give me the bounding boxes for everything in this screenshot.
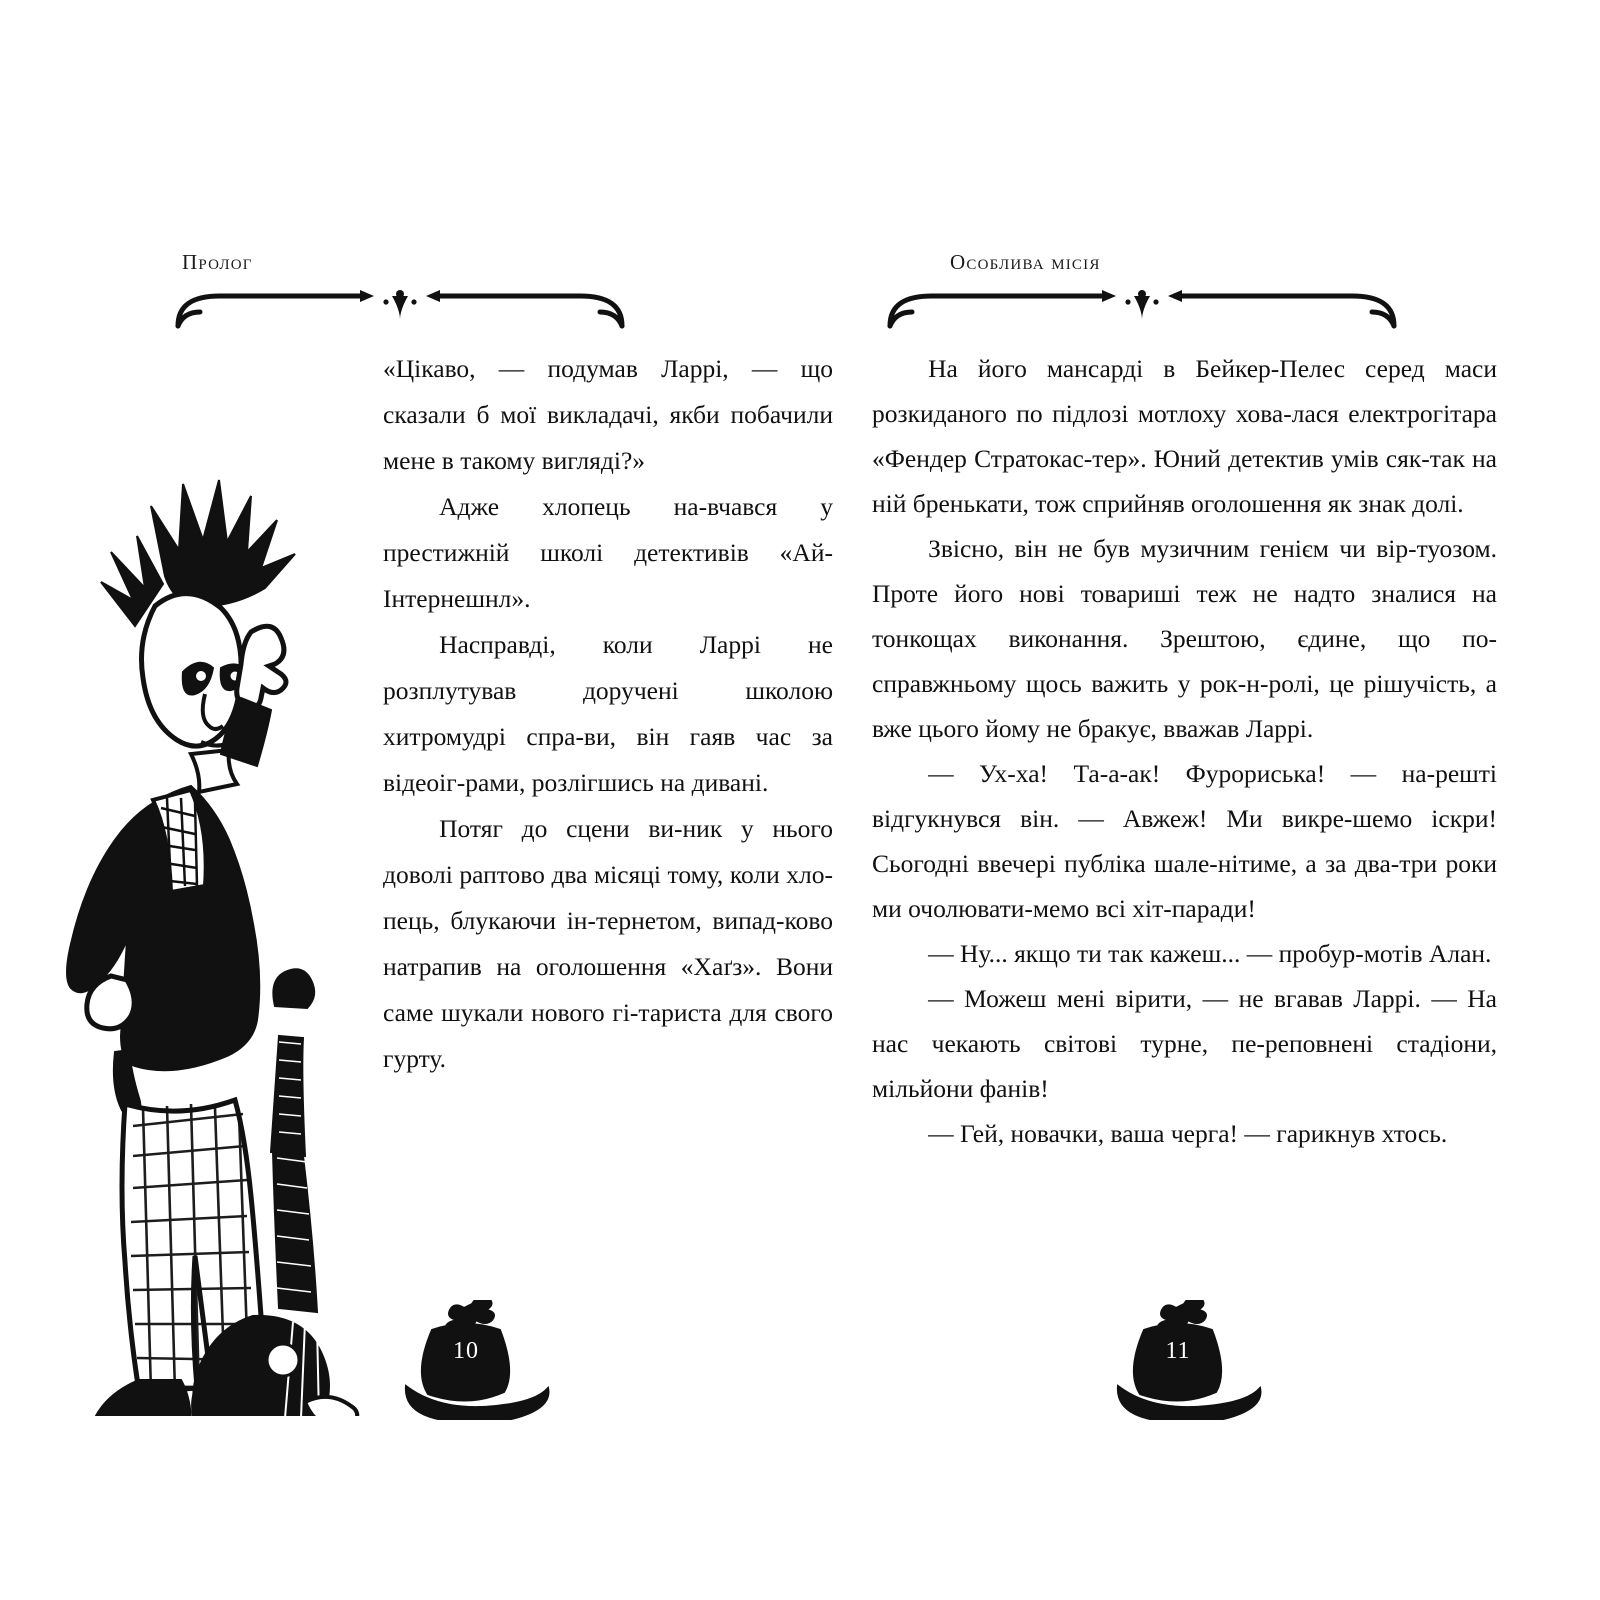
paragraph: — Ну... якщо ти так кажеш... — пробур-мотів Алан. <box>928 939 1492 968</box>
left-page <box>130 250 833 1420</box>
paragraph: — Ух-ха! Та-а-ак! Фурориська! — на-решті відгукнувся він. — Авжеж! Ми викре-шемо іскри! Сьогодні ввечері публіка шале-нітиме, а за два-три роки ми очолювати-мемо всі хіт-паради! <box>872 759 1497 923</box>
paragraph: Потяг до сцени ви-ник у нього доволі раптово два місяці тому, коли хло-пець, блукаючи ін-тернетом, випад-ково натрапив на оголошення «Хаґз». Вони саме шукали нового гі-тариста для свого гурту. <box>383 814 833 1073</box>
right-page <box>800 250 1497 1420</box>
decorative-header-rule-left <box>160 282 758 336</box>
running-head-right: Особлива місія <box>950 250 1101 274</box>
paragraph: — Гей, новачки, ваша черга! — гарикнув хтось. <box>928 1119 1448 1148</box>
right-page-body <box>872 346 1497 1156</box>
page-number-right: 11 <box>1165 1338 1191 1364</box>
hat-folio-ornament-right <box>1088 1300 1268 1420</box>
hat-folio-ornament-left <box>376 1300 556 1420</box>
left-column-area <box>130 346 833 1290</box>
page-number-left: 10 <box>453 1338 479 1364</box>
decorative-header-rule-right <box>872 282 1470 336</box>
paragraph: Насправді, коли Ларрі не розплутував доручені школою хитромудрі спра-ви, він гаяв час за відеоіг-рами, розлігшись на дивані. <box>383 630 833 797</box>
paragraph: Звісно, він не був музичним генієм чи вір-туозом. Проте його нові товариші теж не надто зналися на тонкощах виконання. Зрештою, єдине, що по-справжньому щось важить у рок-н-ролі, це рішучість, а вже цього йому не бракує, вважав Ларрі. <box>872 534 1497 743</box>
paragraph: — Можеш мені вірити, — не вгавав Ларрі. — На нас чекають світові турне, пе-реповнені стадіони, мільйони фанів! <box>872 984 1497 1103</box>
running-head-left: Пролог <box>182 250 253 274</box>
right-column-area <box>842 346 1497 1290</box>
punk-boy-with-electric-guitar-illustration <box>15 436 435 1416</box>
paragraph: Адже хлопець на-вчався у престижній школі детективів «Ай-Інтернешнл». <box>383 492 833 613</box>
paragraph: «Цікаво, — подумав Ларрі, — що сказали б мої викладачі, якби побачили мене в такому вигляді?» <box>383 354 833 475</box>
paragraph: На його мансарді в Бейкер-Пелес серед маси розкиданого по підлозі мотлоху хова-лася електрогітара «Фендер Стратокас-тер». Юний детектив умів сяк-так на ній бренькати, тож сприйняв оголошення як знак долі. <box>872 354 1497 518</box>
left-page-body <box>383 346 833 1082</box>
folio-right <box>842 1290 1470 1420</box>
folio-left <box>130 1290 758 1420</box>
